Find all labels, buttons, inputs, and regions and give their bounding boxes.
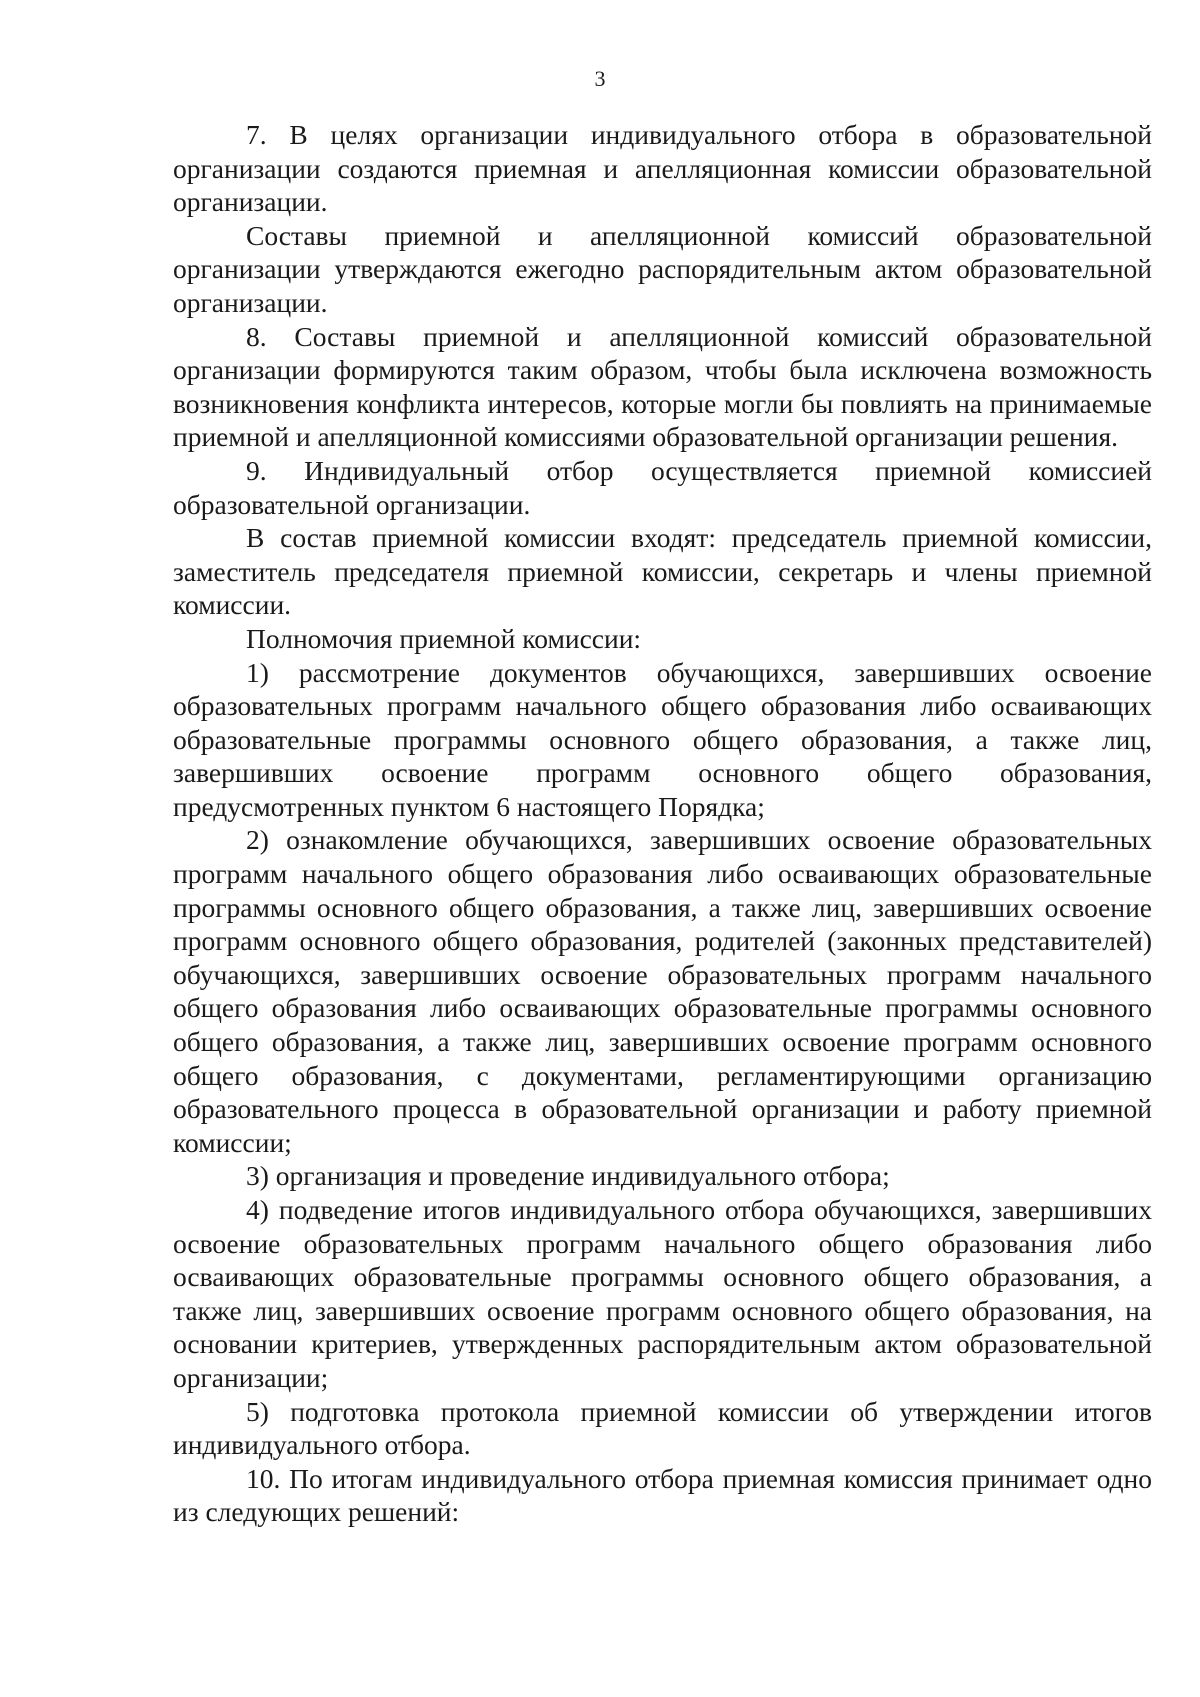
paragraph-8: 8. Составы приемной и апелляционной комиссий образовательной организации формируются таким образом, чтобы была исключена возможность возникновения конфликта интересов, которые могли бы повлиять на принимаемые приемной и апелляционной комиссиями образовательной организации решения. [173,320,1152,453]
list-item-2: 2) ознакомление обучающихся, завершивших освоение образовательных программ начального общего образования либо осваивающих образовательные программы основного общего образования, а также лиц, завершивших освоение программ основного общего образования, родителей (законных представителей) обучающихся, завершивших освоение образовательных программ начального общего образования либо осваивающих образовательные программы основного общего образования, а также лиц, завершивших освоение программ основного общего образования, с документами, регламентирующими организацию образовательного процесса в образовательной организации и работу приемной комиссии; [173,824,1152,1158]
paragraph-9: 9. Индивидуальный отбор осуществляется приемной комиссией образовательной организации. [173,454,1152,520]
list-item-1: 1) рассмотрение документов обучающихся, завершивших освоение образовательных программ начального общего образования либо осваивающих образовательные программы основного общего образования, а также лиц, завершивших освоение программ основного общего образования, предусмотренных пунктом 6 настоящего Порядка; [173,656,1152,822]
page-number: 3 [594,66,606,91]
paragraph-powers-heading: Полномочия приемной комиссии: [246,622,642,654]
paragraph-commission-members: В состав приемной комиссии входят: председатель приемной комиссии, заместитель председателя приемной комиссии, секретарь и члены приемной комиссии. [173,522,1152,621]
paragraph-commission-composition: Составы приемной и апелляционной комиссий образовательной организации утверждаются ежегодно распорядительным актом образовательной организации. [173,219,1152,318]
list-item-3: 3) организация и проведение индивидуального отбора; [246,1160,890,1192]
document-body [173,118,1152,1529]
paragraph-7: 7. В целях организации индивидуального отбора в образовательной организации создаются приемная и апелляционная комиссии образовательной организации. [173,119,1152,218]
list-item-4: 4) подведение итогов индивидуального отбора обучающихся, завершивших освоение образовательных программ начального общего образования либо осваивающих образовательные программы основного общего образования, а также лиц, завершивших освоение программ основного общего образования, на основании критериев, утвержденных распорядительным актом образовательной организации; [173,1194,1152,1393]
list-item-5: 5) подготовка протокола приемной комиссии об утверждении итогов индивидуального отбора. [173,1395,1152,1461]
paragraph-10: 10. По итогам индивидуального отбора приемная комиссия принимает одно из следующих решений: [173,1462,1152,1528]
